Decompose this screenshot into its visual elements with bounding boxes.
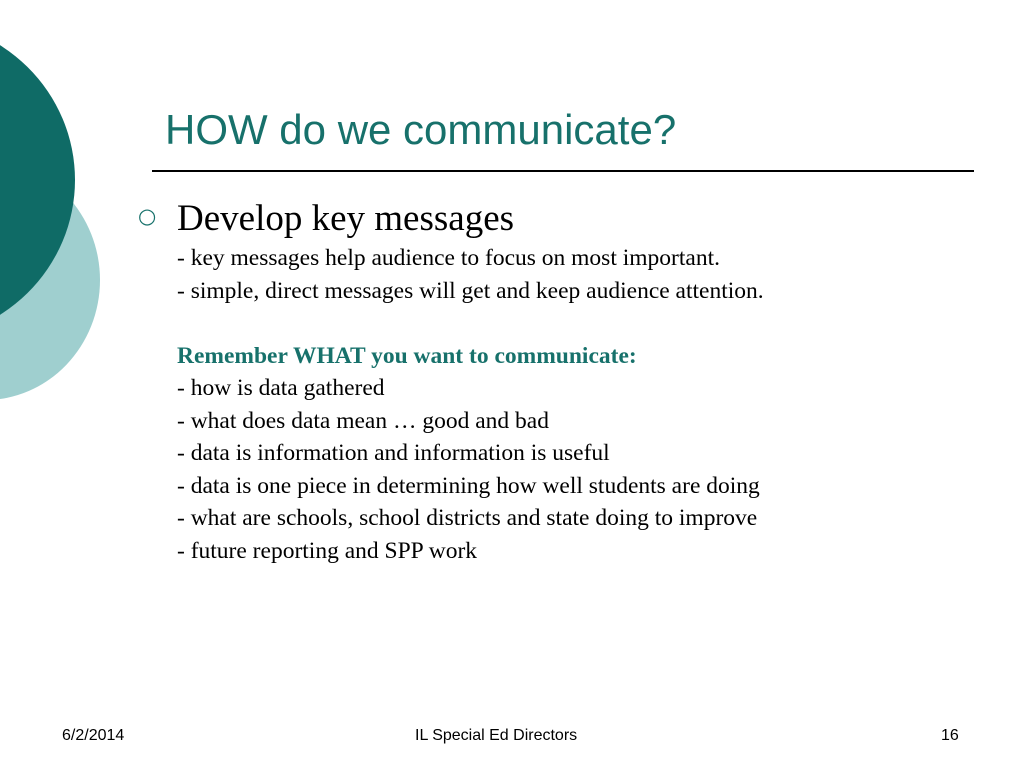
page-number: 16 xyxy=(941,727,959,744)
list-item: - future reporting and SPP work xyxy=(177,537,478,564)
footer-title: IL Special Ed Directors xyxy=(415,727,578,744)
intro-line: - simple, direct messages will get and keep audience attention. xyxy=(177,277,764,304)
subheading: Remember WHAT you want to communicate: xyxy=(177,342,637,369)
list-item: - what does data mean … good and bad xyxy=(177,407,549,434)
list-item: - how is data gathered xyxy=(177,375,385,401)
slide-title: HOW do we communicate? xyxy=(165,106,677,153)
bullet-heading: Develop key messages xyxy=(177,198,515,239)
list-item: - what are schools, school districts and state doing to improve xyxy=(177,505,758,531)
list-item: - data is one piece in determining how well students are doing xyxy=(177,472,760,499)
blank-line xyxy=(177,307,997,340)
title-divider xyxy=(152,170,974,172)
list-item: - data is information and information is useful xyxy=(177,440,610,466)
slide-body xyxy=(177,196,997,567)
footer-date: 6/2/2014 xyxy=(62,727,125,744)
hollow-circle-bullet-icon: ○ xyxy=(138,204,157,228)
intro-line: - key messages help audience to focus on most important. xyxy=(177,245,720,271)
